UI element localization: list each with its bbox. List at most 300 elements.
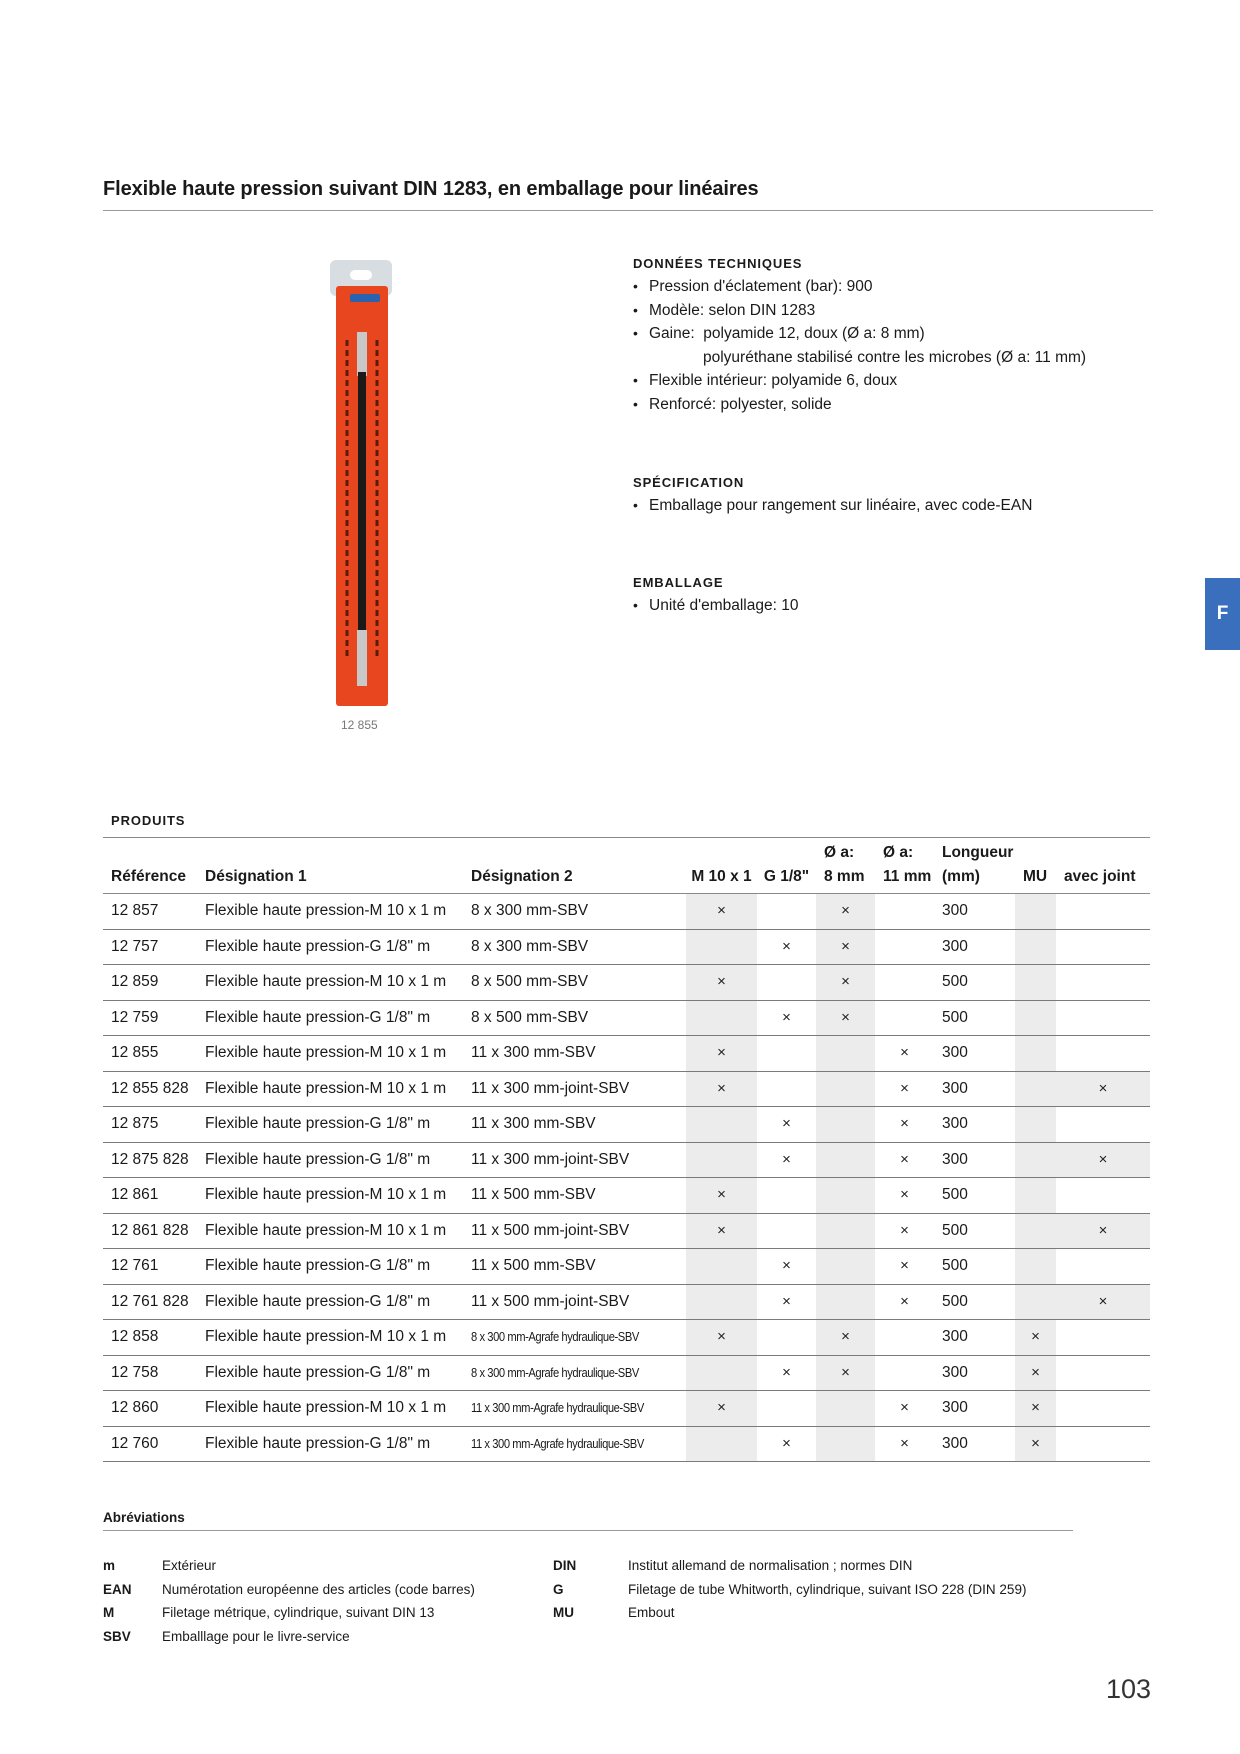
abbreviations-right (553, 1554, 1026, 1625)
check-mark: × (782, 1257, 791, 1275)
cell-g18 (757, 1213, 816, 1249)
cell-m10 (686, 894, 757, 930)
cell-m10 (686, 929, 757, 965)
cell-ref (103, 1355, 197, 1391)
cell-mu (1015, 1107, 1056, 1143)
cell-len (934, 1391, 1015, 1427)
cell-d8 (816, 1213, 875, 1249)
cell-text: 300 (942, 1434, 968, 1452)
cell-des2 (463, 965, 686, 1001)
cell-g18 (757, 1000, 816, 1036)
cell-des1 (197, 1107, 463, 1143)
cell-text: 300 (942, 1328, 968, 1346)
cell-des1 (197, 929, 463, 965)
cell-text: Flexible haute pression-G 1/8" m (205, 1257, 431, 1275)
cell-len (934, 1036, 1015, 1072)
cell-joint (1056, 1320, 1150, 1356)
check-mark: × (1031, 1363, 1040, 1381)
tech-item: • Flexible intérieur: polyamide 6, doux (633, 369, 1193, 393)
cell-text: Flexible haute pression-G 1/8" m (205, 1150, 431, 1168)
cell-joint (1056, 1213, 1150, 1249)
abbreviation-row (553, 1554, 1026, 1578)
packaging-item: • Unité d'emballage: 10 (633, 594, 1193, 618)
abbreviation-key: M (103, 1605, 115, 1621)
page-number: 103 (1106, 1674, 1152, 1704)
cell-joint (1056, 894, 1150, 930)
cell-m10 (686, 1249, 757, 1285)
cell-mu (1015, 965, 1056, 1001)
check-mark: × (1098, 1221, 1108, 1239)
cell-text: 12 857 (111, 902, 159, 920)
abbreviation-value: Extérieur (162, 1558, 217, 1574)
col-header-d8-bottom: 8 mm (824, 868, 865, 885)
cell-text: 12 759 (111, 1008, 159, 1026)
cell-text: 500 (942, 1186, 968, 1204)
page-title: Flexible haute pression suivant DIN 1283, en emballage pour linéaires (103, 178, 759, 200)
cell-des1 (197, 1320, 463, 1356)
col-header-length-bottom: (mm) (942, 868, 980, 885)
cell-text: 8 x 300 mm-Agrafe hydraulique-SBV (471, 1364, 639, 1380)
check-mark: × (782, 1434, 791, 1452)
cell-d11 (875, 1391, 934, 1427)
check-mark: × (1031, 1399, 1040, 1417)
cell-m10 (686, 1036, 757, 1072)
cell-ref (103, 1178, 197, 1214)
cell-g18 (757, 1249, 816, 1285)
cell-mu (1015, 1000, 1056, 1036)
cell-text: 300 (942, 1363, 968, 1381)
cell-des1 (197, 1178, 463, 1214)
cell-ref (103, 1000, 197, 1036)
cell-d11 (875, 894, 934, 930)
product-image (330, 260, 392, 708)
cell-mu (1015, 894, 1056, 930)
cell-des2 (463, 1355, 686, 1391)
abbreviations-divider (103, 1530, 1073, 1531)
cell-joint (1056, 1107, 1150, 1143)
abbreviation-key: DIN (553, 1558, 577, 1574)
cell-joint (1056, 1000, 1150, 1036)
cell-joint (1056, 1071, 1150, 1107)
abbreviations-left (103, 1554, 475, 1648)
cell-len (934, 894, 1015, 930)
cell-mu (1015, 1320, 1056, 1356)
cell-d11 (875, 1213, 934, 1249)
cell-text: 300 (942, 937, 968, 955)
check-mark: × (717, 973, 726, 991)
cell-len (934, 1000, 1015, 1036)
products-table (103, 837, 1150, 1462)
cell-g18 (757, 1036, 816, 1072)
cell-text: Flexible haute pression-M 10 x 1 m (205, 1399, 447, 1417)
cell-d8 (816, 894, 875, 930)
cell-d8 (816, 1284, 875, 1320)
cell-text: 500 (942, 1257, 968, 1275)
cell-text: 12 858 (111, 1328, 159, 1346)
cell-mu (1015, 1284, 1056, 1320)
check-mark: × (900, 1292, 909, 1310)
cell-d8 (816, 1426, 875, 1462)
cell-des2 (463, 1000, 686, 1036)
table-row (103, 1284, 1150, 1320)
check-mark: × (717, 1079, 726, 1097)
cell-ref (103, 1426, 197, 1462)
cell-des1 (197, 1142, 463, 1178)
abbreviation-row (553, 1578, 1026, 1602)
cell-text: 8 x 500 mm-SBV (471, 973, 589, 991)
cell-text: 11 x 500 mm-SBV (471, 1257, 596, 1275)
cell-m10 (686, 1178, 757, 1214)
cell-m10 (686, 1000, 757, 1036)
cell-g18 (757, 1284, 816, 1320)
cell-text: Flexible haute pression-M 10 x 1 m (205, 902, 447, 920)
table-row (103, 894, 1150, 930)
cell-joint (1056, 1178, 1150, 1214)
cell-joint (1056, 1142, 1150, 1178)
abbreviations-title: Abréviations (103, 1510, 185, 1525)
cell-mu (1015, 1249, 1056, 1285)
cell-text: 12 875 828 (111, 1150, 189, 1168)
check-mark: × (841, 1363, 850, 1381)
cell-m10 (686, 965, 757, 1001)
col-header-m10: M 10 x 1 (691, 868, 752, 885)
cell-mu (1015, 1213, 1056, 1249)
cell-g18 (757, 1178, 816, 1214)
abbreviation-value: Embout (628, 1605, 675, 1621)
cell-d11 (875, 1249, 934, 1285)
cell-text: 300 (942, 1079, 968, 1097)
cell-text: 11 x 300 mm-joint-SBV (471, 1079, 630, 1097)
check-mark: × (782, 937, 791, 955)
check-mark: × (841, 1008, 850, 1026)
cell-joint (1056, 1284, 1150, 1320)
table-row (103, 1142, 1150, 1178)
spec-item: • Emballage pour rangement sur linéaire, avec code-EAN (633, 494, 1193, 518)
cell-des1 (197, 1355, 463, 1391)
abbreviation-key: EAN (103, 1581, 132, 1597)
cell-text: 12 860 (111, 1399, 159, 1417)
cell-d8 (816, 1142, 875, 1178)
specification-heading: SPÉCIFICATION (633, 474, 745, 490)
cell-len (934, 929, 1015, 965)
cell-mu (1015, 1142, 1056, 1178)
check-mark: × (841, 937, 850, 955)
title-divider (103, 210, 1153, 211)
cell-des2 (463, 1036, 686, 1072)
table-row (103, 965, 1150, 1001)
technical-info (633, 256, 1193, 676)
table-row (103, 1355, 1150, 1391)
cell-d11 (875, 965, 934, 1001)
cell-des1 (197, 1249, 463, 1285)
cell-text: 12 761 (111, 1257, 159, 1275)
cell-d8 (816, 1107, 875, 1143)
check-mark: × (900, 1115, 909, 1133)
cell-len (934, 1213, 1015, 1249)
cell-text: 12 855 (111, 1044, 159, 1062)
cell-g18 (757, 1071, 816, 1107)
check-mark: × (1098, 1292, 1108, 1310)
cell-g18 (757, 1355, 816, 1391)
cell-len (934, 1178, 1015, 1214)
image-caption: 12 855 (341, 718, 378, 732)
cell-d11 (875, 1320, 934, 1356)
cell-text: 12 861 828 (111, 1221, 189, 1239)
cell-text: Flexible haute pression-G 1/8" m (205, 1434, 431, 1452)
cell-ref (103, 1249, 197, 1285)
col-header-d8-top: Ø a: (824, 844, 855, 861)
cell-des2 (463, 1178, 686, 1214)
cell-m10 (686, 1142, 757, 1178)
abbreviation-value: Filetage de tube Whitworth, cylindrique, suivant ISO 228 (DIN 259) (628, 1581, 1027, 1597)
col-header-length-top: Longueur (942, 844, 1014, 861)
cell-text: 300 (942, 1044, 968, 1062)
cell-des2 (463, 1213, 686, 1249)
cell-text: Flexible haute pression-M 10 x 1 m (205, 1079, 447, 1097)
cell-des2 (463, 1071, 686, 1107)
cell-text: 11 x 500 mm-joint-SBV (471, 1292, 630, 1310)
cell-m10 (686, 1320, 757, 1356)
cell-mu (1015, 1178, 1056, 1214)
cell-g18 (757, 1142, 816, 1178)
check-mark: × (900, 1221, 909, 1239)
cell-m10 (686, 1391, 757, 1427)
cell-d8 (816, 1320, 875, 1356)
abbreviation-row (103, 1554, 475, 1578)
cell-g18 (757, 1107, 816, 1143)
cell-d11 (875, 1355, 934, 1391)
cell-mu (1015, 1071, 1056, 1107)
table-row (103, 929, 1150, 965)
cell-mu (1015, 929, 1056, 965)
col-header-d8 (816, 838, 875, 894)
table-row (103, 1000, 1150, 1036)
tech-item: • Pression d'éclatement (bar): 900 (633, 275, 1193, 299)
cell-len (934, 1426, 1015, 1462)
cell-text: 12 760 (111, 1434, 159, 1452)
cell-m10 (686, 1426, 757, 1462)
check-mark: × (900, 1079, 909, 1097)
cell-text: 12 758 (111, 1363, 159, 1381)
cell-des1 (197, 1426, 463, 1462)
abbreviation-key: MU (553, 1605, 574, 1621)
check-mark: × (1098, 1150, 1108, 1168)
cell-m10 (686, 1284, 757, 1320)
cell-text: 12 875 (111, 1115, 159, 1133)
cell-g18 (757, 965, 816, 1001)
cell-g18 (757, 1391, 816, 1427)
cell-des2 (463, 1391, 686, 1427)
check-mark: × (841, 902, 850, 920)
col-header-d11-bottom: 11 mm (883, 868, 932, 885)
abbreviation-value: Emballlage pour le livre-service (162, 1628, 350, 1644)
cell-joint (1056, 1036, 1150, 1072)
table-row (103, 1426, 1150, 1462)
cell-mu (1015, 1355, 1056, 1391)
cell-text: Flexible haute pression-M 10 x 1 m (205, 1221, 447, 1239)
check-mark: × (900, 1257, 909, 1275)
abbreviation-key: G (553, 1581, 564, 1597)
section-tab[interactable]: F (1205, 578, 1240, 650)
check-mark: × (1098, 1079, 1108, 1097)
cell-g18 (757, 1426, 816, 1462)
cell-d8 (816, 1249, 875, 1285)
cell-text: 12 761 828 (111, 1292, 189, 1310)
cell-g18 (757, 929, 816, 965)
cell-des1 (197, 1000, 463, 1036)
cell-text: Flexible haute pression-G 1/8" m (205, 1008, 431, 1026)
cell-text: Flexible haute pression-M 10 x 1 m (205, 1328, 447, 1346)
cell-len (934, 1355, 1015, 1391)
abbreviation-row (553, 1601, 1026, 1625)
cell-ref (103, 894, 197, 930)
cell-mu (1015, 1036, 1056, 1072)
cell-des1 (197, 965, 463, 1001)
cell-text: 500 (942, 1008, 968, 1026)
cell-joint (1056, 965, 1150, 1001)
cell-text: 11 x 500 mm-joint-SBV (471, 1221, 630, 1239)
cell-des1 (197, 894, 463, 930)
cell-des1 (197, 1213, 463, 1249)
cell-d8 (816, 1391, 875, 1427)
cell-ref (103, 929, 197, 965)
cell-d11 (875, 1000, 934, 1036)
cell-m10 (686, 1355, 757, 1391)
cell-len (934, 1284, 1015, 1320)
cell-des2 (463, 1142, 686, 1178)
cell-des2 (463, 929, 686, 965)
cell-text: 11 x 300 mm-Agrafe hydraulique-SBV (471, 1400, 644, 1416)
cell-text: 11 x 300 mm-SBV (471, 1044, 596, 1062)
cell-d11 (875, 929, 934, 965)
col-header-d11-top: Ø a: (883, 844, 914, 861)
cell-len (934, 1142, 1015, 1178)
table-row (103, 1249, 1150, 1285)
cell-ref (103, 1320, 197, 1356)
packaging-heading: EMBALLAGE (633, 575, 724, 591)
col-header-mu: MU (1023, 868, 1048, 885)
cell-joint (1056, 929, 1150, 965)
table-header-row (103, 838, 1150, 894)
products-label: PRODUITS (111, 813, 186, 828)
check-mark: × (841, 973, 850, 991)
col-header-d11 (875, 838, 934, 894)
cell-text: 11 x 300 mm-Agrafe hydraulique-SBV (471, 1435, 644, 1451)
table-row (103, 1213, 1150, 1249)
check-mark: × (900, 1434, 909, 1452)
cell-ref (103, 1036, 197, 1072)
packaging-section (633, 575, 1193, 618)
tech-item-continuation: polyuréthane stabilisé contre les microbes (Ø a: 11 mm) (703, 348, 1087, 366)
cell-text: 11 x 300 mm-joint-SBV (471, 1150, 630, 1168)
cell-d11 (875, 1142, 934, 1178)
cell-m10 (686, 1107, 757, 1143)
cell-des2 (463, 1284, 686, 1320)
cell-des2 (463, 1249, 686, 1285)
cell-text: 8 x 300 mm-Agrafe hydraulique-SBV (471, 1329, 639, 1345)
cell-d11 (875, 1284, 934, 1320)
cell-ref (103, 965, 197, 1001)
cell-des1 (197, 1284, 463, 1320)
tech-data-section (633, 256, 1193, 417)
abbreviation-value: Numérotation européenne des articles (code barres) (162, 1581, 475, 1597)
check-mark: × (841, 1328, 850, 1346)
check-mark: × (717, 902, 726, 920)
abbreviation-key: m (103, 1558, 116, 1574)
cell-text: Flexible haute pression-M 10 x 1 m (205, 1186, 447, 1204)
tech-item: • Gaine: polyamide 12, doux (Ø a: 8 mm) (633, 322, 1193, 346)
cell-des1 (197, 1391, 463, 1427)
cell-text: 500 (942, 1221, 968, 1239)
col-header-length (934, 838, 1015, 894)
cell-ref (103, 1071, 197, 1107)
cell-len (934, 1249, 1015, 1285)
cell-text: 11 x 300 mm-SBV (471, 1115, 596, 1133)
abbreviation-row (103, 1578, 475, 1602)
col-header-designation-1: Désignation 1 (205, 868, 307, 885)
check-mark: × (782, 1115, 791, 1133)
check-mark: × (717, 1399, 726, 1417)
cell-d11 (875, 1426, 934, 1462)
check-mark: × (900, 1399, 909, 1417)
check-mark: × (717, 1186, 726, 1204)
cell-g18 (757, 894, 816, 930)
cell-len (934, 1107, 1015, 1143)
check-mark: × (782, 1150, 791, 1168)
abbreviation-value: Filetage métrique, cylindrique, suivant DIN 13 (162, 1605, 435, 1621)
check-mark: × (900, 1186, 909, 1204)
cell-d8 (816, 1000, 875, 1036)
table-row (103, 1178, 1150, 1214)
tech-item: • Modèle: selon DIN 1283 (633, 299, 1193, 323)
cell-text: Flexible haute pression-G 1/8" m (205, 1292, 431, 1310)
cell-des2 (463, 1107, 686, 1143)
cell-joint (1056, 1391, 1150, 1427)
cell-ref (103, 1142, 197, 1178)
check-mark: × (900, 1044, 909, 1062)
cell-des2 (463, 894, 686, 930)
specification-section (633, 475, 1193, 518)
check-mark: × (717, 1044, 726, 1062)
cell-text: Flexible haute pression-M 10 x 1 m (205, 1044, 447, 1062)
cell-joint (1056, 1426, 1150, 1462)
table-row (103, 1071, 1150, 1107)
cell-text: 12 861 (111, 1186, 159, 1204)
cell-d8 (816, 1355, 875, 1391)
cell-d8 (816, 965, 875, 1001)
abbreviation-row (103, 1601, 475, 1625)
cell-ref (103, 1391, 197, 1427)
products-table-wrap (103, 837, 1150, 1462)
col-header-joint: avec joint (1064, 868, 1136, 885)
cell-joint (1056, 1249, 1150, 1285)
tech-item: • Renforcé: polyester, solide (633, 393, 1193, 417)
cell-d8 (816, 1178, 875, 1214)
cell-des1 (197, 1036, 463, 1072)
cell-d8 (816, 1036, 875, 1072)
table-row (103, 1036, 1150, 1072)
tech-data-heading: DONNÉES TECHNIQUES (633, 256, 803, 271)
cell-text: Flexible haute pression-G 1/8" m (205, 1363, 431, 1381)
abbreviation-value: Institut allemand de normalisation ; normes DIN (628, 1558, 913, 1574)
col-header-designation-2: Désignation 2 (471, 868, 573, 885)
cell-text: 8 x 500 mm-SBV (471, 1008, 589, 1026)
cell-text: Flexible haute pression-G 1/8" m (205, 1115, 431, 1133)
col-header-reference: Référence (111, 868, 186, 885)
cell-ref (103, 1107, 197, 1143)
table-row (103, 1391, 1150, 1427)
check-mark: × (1031, 1328, 1040, 1346)
